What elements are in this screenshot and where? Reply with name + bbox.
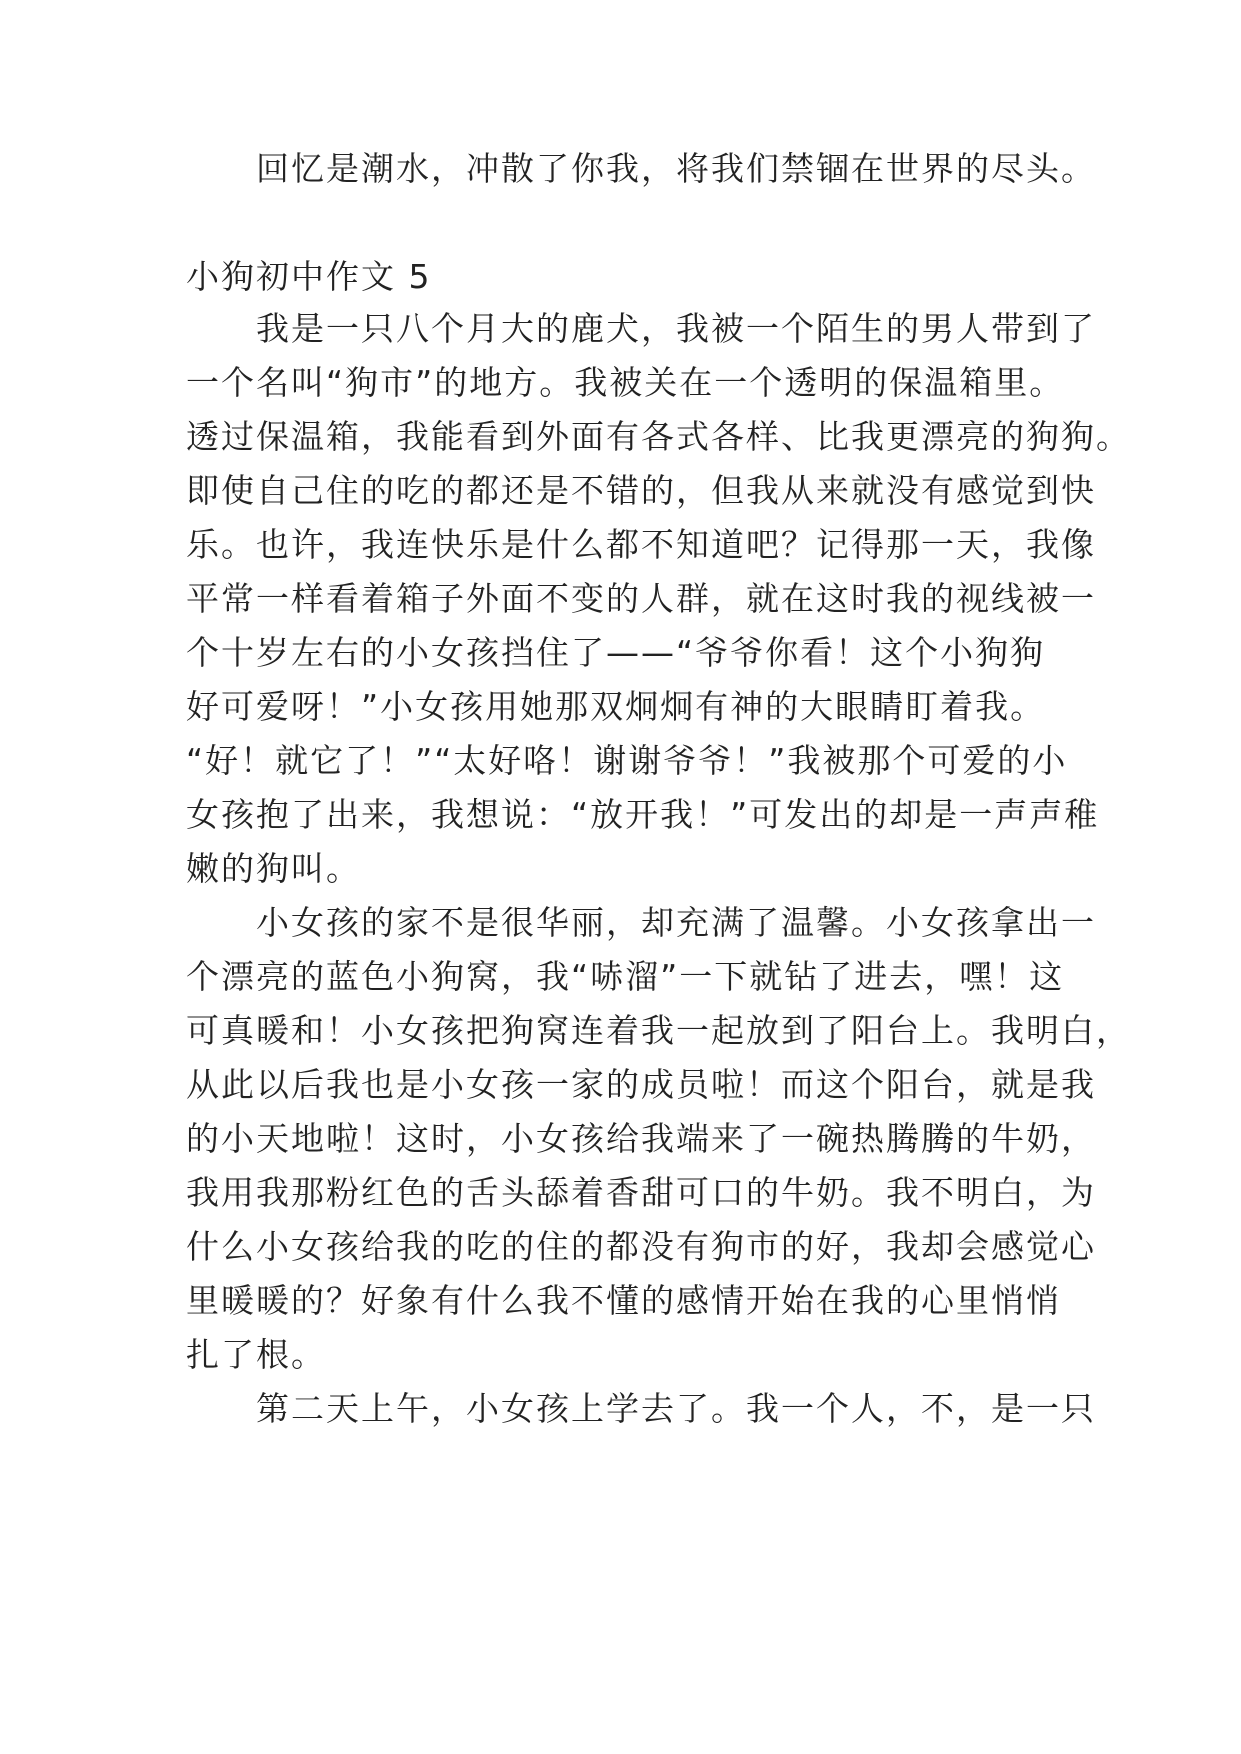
section-heading: 小狗初中作文 5	[186, 257, 432, 296]
text-line-10: 好可爱呀！”小女孩用她那双炯炯有神的大眼睛盯着我。	[186, 687, 1046, 726]
text-line-14: 小女孩的家不是很华丽，却充满了温馨。小女孩拿出一	[256, 903, 1096, 942]
text-line-18: 的小天地啦！这时，小女孩给我端来了一碗热腾腾的牛奶，	[186, 1119, 1096, 1158]
text-line-6: 即使自己住的吃的都还是不错的，但我从来就没有感觉到快	[186, 471, 1096, 510]
text-line-13: 嫩的狗叫。	[186, 849, 361, 888]
text-line-20: 什么小女孩给我的吃的住的都没有狗市的好，我却会感觉心	[186, 1227, 1096, 1266]
text-line-12: 女孩抱了出来，我想说：“放开我！”可发出的却是一声声稚	[186, 795, 1100, 834]
text-line-9: 个十岁左右的小女孩挡住了——“爷爷你看！这个小狗狗	[186, 633, 1046, 672]
text-line-7: 乐。也许，我连快乐是什么都不知道吧？记得那一天，我像	[186, 525, 1096, 564]
text-line-23: 第二天上午，小女孩上学去了。我一个人，不，是一只	[256, 1389, 1096, 1428]
text-line-3: 我是一只八个月大的鹿犬，我被一个陌生的男人带到了	[256, 309, 1096, 348]
text-line-16: 可真暖和！小女孩把狗窝连着我一起放到了阳台上。我明白，	[186, 1011, 1131, 1050]
text-line-5: 透过保温箱，我能看到外面有各式各样、比我更漂亮的狗狗。	[186, 417, 1131, 456]
text-line-11: “好！就它了！”“太好咯！谢谢爷爷！”我被那个可爱的小	[186, 741, 1068, 780]
text-line-8: 平常一样看着箱子外面不变的人群，就在这时我的视线被一	[186, 579, 1096, 618]
text-line-15: 个漂亮的蓝色小狗窝，我“哧溜”一下就钻了进去，嘿！这	[186, 957, 1065, 996]
text-line-19: 我用我那粉红色的舌头舔着香甜可口的牛奶。我不明白，为	[186, 1173, 1096, 1212]
text-line-21: 里暖暖的？好象有什么我不懂的感情开始在我的心里悄悄	[186, 1281, 1061, 1320]
text-line-4: 一个名叫“狗市”的地方。我被关在一个透明的保温箱里。	[186, 363, 1065, 402]
text-line-17: 从此以后我也是小女孩一家的成员啦！而这个阳台，就是我	[186, 1065, 1096, 1104]
text-line-1: 回忆是潮水，冲散了你我，将我们禁锢在世界的尽头。	[256, 149, 1096, 188]
text-line-22: 扎了根。	[186, 1335, 326, 1374]
